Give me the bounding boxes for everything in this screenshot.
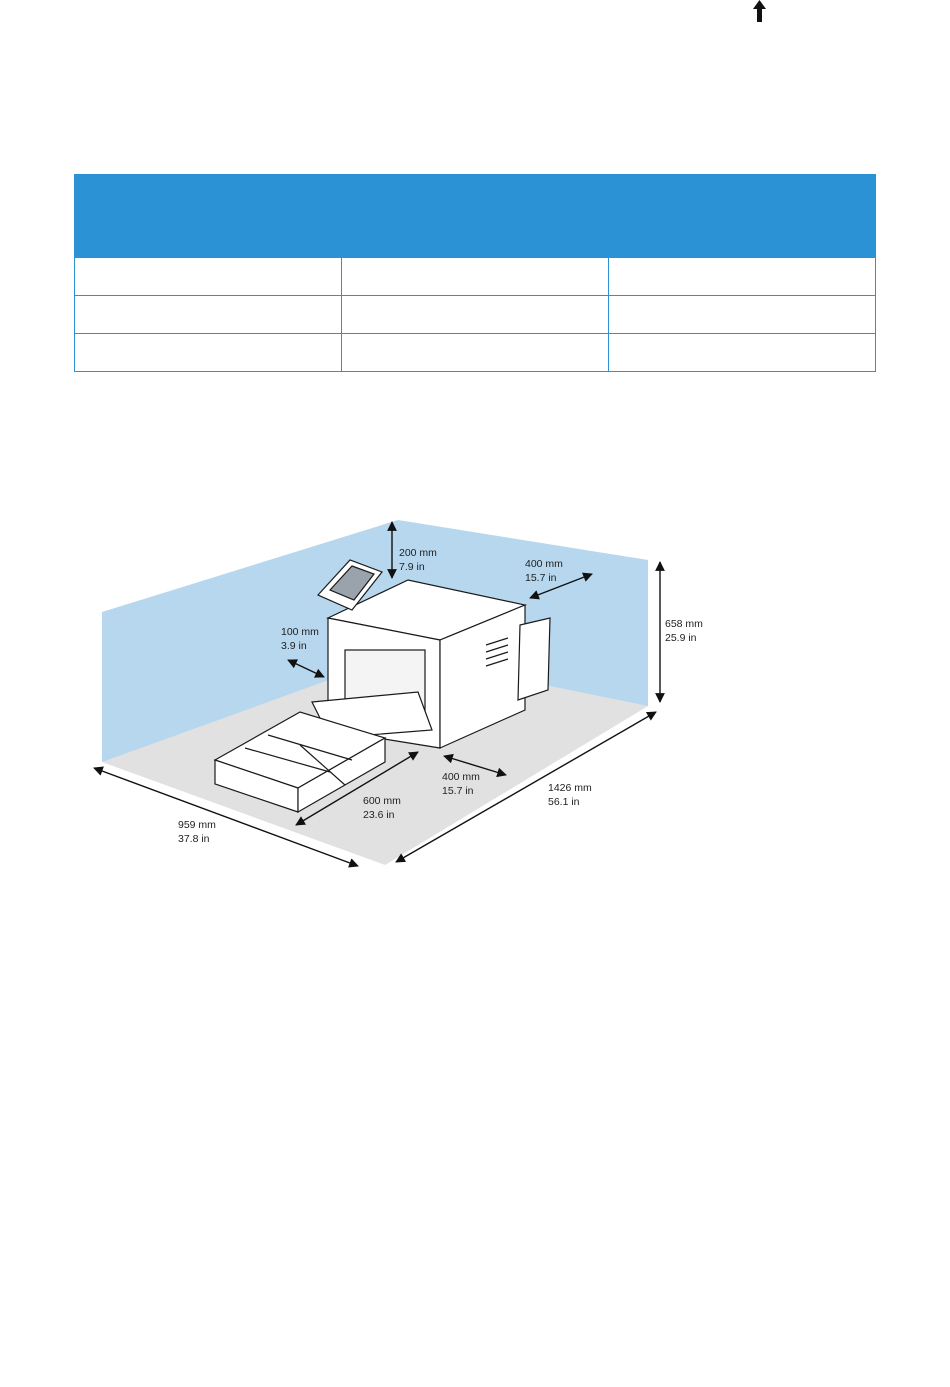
up-arrow-icon — [753, 0, 766, 22]
top-clearance-mm: 200 mm — [399, 547, 437, 559]
table-cell — [75, 334, 342, 372]
clearance-diagram — [75, 510, 775, 878]
table-cell — [609, 258, 876, 296]
table-row — [75, 296, 876, 334]
table-cell — [75, 258, 342, 296]
front-clearance-mm: 600 mm — [363, 795, 401, 807]
table-header-cell — [342, 175, 609, 258]
total-width-mm: 959 mm — [178, 819, 216, 831]
total-depth-mm: 1426 mm — [548, 782, 592, 794]
table-row — [75, 334, 876, 372]
front-clearance-in: 23.6 in — [363, 809, 395, 821]
spec-table — [74, 174, 876, 372]
left-clearance-mm: 100 mm — [281, 626, 319, 638]
table-cell — [342, 258, 609, 296]
right-clearance-mm: 400 mm — [442, 771, 480, 783]
table-cell — [609, 296, 876, 334]
table-cell — [75, 296, 342, 334]
total-height-in: 25.9 in — [665, 632, 697, 644]
table-cell — [609, 334, 876, 372]
rear-clearance-in: 15.7 in — [525, 572, 557, 584]
table-header-row — [75, 175, 876, 258]
table-row — [75, 258, 876, 296]
rear-clearance-mm: 400 mm — [525, 558, 563, 570]
left-clearance-in: 3.9 in — [281, 640, 307, 652]
total-depth-in: 56.1 in — [548, 796, 580, 808]
total-height-mm: 658 mm — [665, 618, 703, 630]
table-header-cell — [609, 175, 876, 258]
table-cell — [342, 334, 609, 372]
table-header-cell — [75, 175, 342, 258]
table-cell — [342, 296, 609, 334]
top-clearance-in: 7.9 in — [399, 561, 425, 573]
total-width-in: 37.8 in — [178, 833, 210, 845]
right-clearance-in: 15.7 in — [442, 785, 474, 797]
